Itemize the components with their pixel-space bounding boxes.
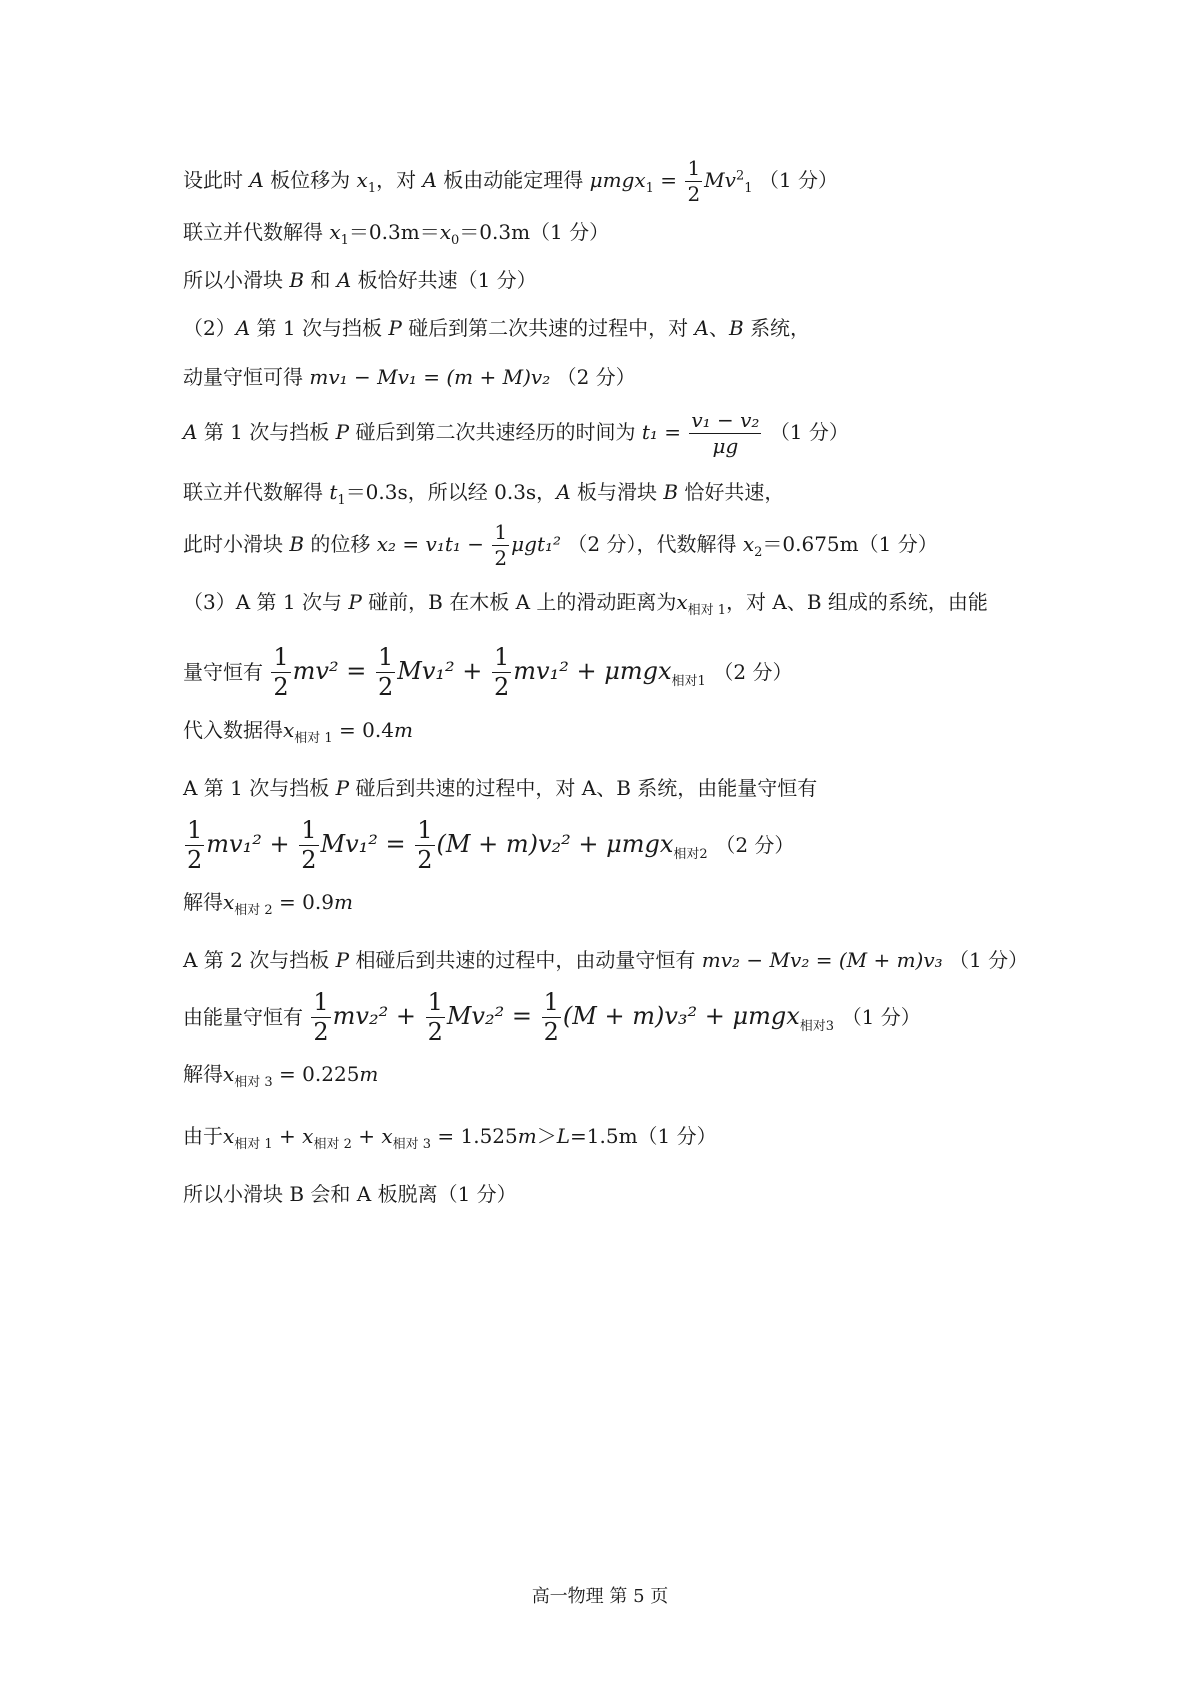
var-x: x: [329, 220, 341, 244]
math-term: t₁ =: [641, 420, 681, 444]
fraction: [492, 645, 511, 700]
numerator: 1: [542, 990, 561, 1018]
subscript: 相对 3: [234, 1075, 273, 1090]
var-x: x: [223, 1124, 235, 1148]
score: （1 分）: [758, 168, 838, 192]
math-term: (M + m)v₃² + μmgx: [562, 1002, 800, 1031]
numerator: 1: [687, 156, 701, 180]
text: 设此时: [183, 168, 243, 192]
fraction: [311, 990, 330, 1045]
text: ＝0.3m＝: [348, 220, 440, 244]
text: 量守恒有: [183, 660, 263, 685]
text: 解得: [183, 890, 223, 914]
var-B: B: [729, 316, 744, 340]
var-x: x: [356, 168, 368, 192]
var-P: P: [348, 590, 362, 614]
denominator: 2: [417, 846, 433, 875]
var-A: A: [183, 420, 198, 444]
fraction: [542, 990, 561, 1045]
denominator: 2: [377, 673, 394, 702]
line-18: [183, 1124, 717, 1152]
energy-equation: [309, 988, 841, 1047]
var-A: A: [694, 316, 709, 340]
subscript: 1: [337, 493, 346, 508]
line-8: [183, 522, 938, 569]
subscript: 相对3: [799, 1018, 835, 1034]
line-6: [183, 410, 849, 457]
score: （2 分）: [715, 833, 795, 858]
line-16: [183, 990, 921, 1045]
math-term: mv₁² + μmgx: [513, 657, 672, 686]
var-A: A: [422, 168, 437, 192]
score: （2 分）: [567, 532, 637, 556]
superscript: 2: [735, 168, 745, 184]
line-12: [183, 778, 817, 798]
text: 联立并代数解得: [183, 480, 330, 504]
numerator: 1: [271, 645, 290, 673]
text: ＝0.675m（1 分）: [762, 532, 938, 556]
page-footer: 高一物理 第 5 页: [531, 1586, 669, 1607]
fraction: [492, 522, 509, 569]
text: ＞: [536, 1124, 557, 1148]
text: ，对: [376, 168, 417, 192]
line-15: [183, 950, 1028, 970]
numerator: 1: [299, 818, 318, 846]
var-x: x: [381, 1124, 393, 1148]
denominator: 2: [427, 1018, 443, 1047]
subscript: 相对2: [673, 846, 708, 862]
math-term: mv₂² +: [332, 1002, 416, 1031]
denominator: 2: [543, 1018, 559, 1047]
subscript: 1: [340, 233, 349, 248]
subscript: 1: [367, 181, 377, 196]
text: 碰前，B 在木板 A 上的滑动距离为: [368, 590, 677, 614]
var-L: L: [556, 1124, 571, 1148]
text: 板与滑块: [577, 480, 657, 504]
text: 碰后到共速的过程中，对 A、B 系统，由能量守恒有: [355, 776, 818, 800]
line-10: [183, 645, 793, 700]
text: 联立并代数解得: [183, 220, 330, 244]
var-A: A: [249, 168, 264, 192]
numerator: v₁ − v₂: [691, 408, 760, 432]
text: 此时小滑块: [183, 532, 283, 556]
subscript: 1: [645, 181, 654, 196]
text: （3）A 第 1 次与: [183, 590, 342, 614]
fraction: [185, 818, 204, 873]
line-9: [183, 590, 988, 618]
var-P: P: [335, 776, 350, 800]
subscript: 相对1: [671, 673, 706, 689]
text: 由于: [183, 1124, 223, 1148]
text: 碰后到第二次共速经历的时间为: [355, 420, 636, 444]
text: 板位移为: [270, 168, 351, 192]
numerator: 1: [494, 520, 508, 544]
math-term: Mv₁² +: [397, 657, 483, 686]
line-5: [183, 367, 636, 387]
score: （2 分）: [556, 365, 636, 389]
plus: +: [272, 1124, 303, 1148]
numerator: 1: [426, 990, 445, 1018]
text: =1.5m（1 分）: [570, 1124, 717, 1148]
fraction: [426, 990, 445, 1045]
numerator: 1: [185, 818, 204, 846]
line-7: [183, 480, 785, 508]
fraction: [299, 818, 318, 873]
text: 板由动能定理得: [443, 168, 584, 192]
equals: =: [653, 168, 684, 192]
denominator: 2: [494, 673, 510, 702]
score: （1 分）: [769, 420, 849, 444]
fraction: [271, 645, 290, 700]
text: 恰好共速，: [684, 480, 785, 504]
line-17: [183, 1062, 379, 1090]
score: （1 分）: [949, 948, 1029, 972]
numerator: 1: [492, 645, 511, 673]
math-term: Mv: [704, 168, 736, 192]
var-A: A: [235, 316, 251, 340]
subscript: 2: [754, 545, 763, 560]
subscript: 相对 1: [234, 1137, 273, 1152]
var-x: x: [223, 890, 235, 914]
denominator: μg: [712, 434, 739, 458]
var-B: B: [289, 268, 305, 292]
text: ，代数解得: [636, 532, 743, 556]
score: （1 分）: [841, 1005, 921, 1030]
math-term: mv² =: [292, 657, 367, 686]
fraction: [415, 818, 434, 873]
denominator: 2: [273, 673, 289, 702]
text: 板恰好共速（1 分）: [357, 268, 537, 292]
text: ＝0.3s，所以经 0.3s，: [345, 480, 557, 504]
text: = 0.225: [272, 1062, 360, 1086]
momentum-equation: mv₂ − Mv₂ = (M + m)v₃: [701, 948, 943, 972]
line-2: [183, 220, 610, 248]
subscript: 相对 2: [234, 903, 273, 918]
line-11: [183, 718, 413, 746]
denominator: 2: [187, 846, 203, 875]
math-term: μgt₁²: [511, 532, 562, 556]
denominator: 2: [494, 546, 508, 570]
momentum-equation: mv₁ − Mv₁ = (m + M)v₂: [309, 365, 551, 389]
conclusion-text: 所以小滑块 B 会和 A 板脱离（1 分）: [183, 1182, 517, 1206]
numerator: 1: [376, 645, 395, 673]
line-13: [183, 818, 794, 873]
subscript: 相对 1: [294, 731, 333, 746]
text: 第 1 次与挡板: [203, 420, 330, 444]
text: 代入数据得: [183, 718, 283, 742]
numerator: 1: [311, 990, 330, 1018]
text: 由能量守恒有: [183, 1005, 303, 1030]
score: （2 分）: [713, 660, 793, 685]
subscript: 0: [450, 233, 460, 248]
text: 系统，: [750, 316, 811, 340]
var-P: P: [388, 316, 402, 340]
line-14: [183, 890, 353, 918]
text: （2）: [183, 316, 236, 340]
math-term: μmgx: [589, 168, 646, 192]
var-A: A: [556, 480, 571, 504]
var-B: B: [663, 480, 679, 504]
text: 第 1 次与挡板: [256, 316, 382, 340]
subscript: 1: [744, 181, 753, 196]
var-A: A: [336, 268, 352, 292]
text: = 1.525: [431, 1124, 518, 1148]
fraction: [685, 158, 702, 205]
line-4: [183, 318, 810, 338]
unit-m: m: [359, 1062, 379, 1086]
denominator: 2: [301, 846, 317, 875]
fraction: [689, 410, 761, 457]
text: A 第 2 次与挡板: [183, 948, 330, 972]
text: A 第 1 次与挡板: [183, 776, 330, 800]
math-term: (M + m)v₂² + μmgx: [436, 830, 674, 859]
fraction: [376, 645, 395, 700]
var-x: x: [742, 532, 755, 556]
subscript: 相对 3: [392, 1137, 432, 1152]
line-3: [183, 270, 537, 290]
unit-m: m: [333, 890, 353, 914]
text: 解得: [183, 1062, 223, 1086]
energy-equation: [183, 816, 715, 875]
math-term: mv₁² +: [206, 830, 290, 859]
var-x: x: [302, 1124, 314, 1148]
var-P: P: [335, 948, 350, 972]
math-term: Mv₂² =: [446, 1002, 532, 1031]
var-B: B: [289, 532, 305, 556]
var-t: t: [329, 480, 338, 504]
text: 的位移: [310, 532, 371, 556]
var-x: x: [223, 1062, 235, 1086]
text: 动量守恒可得: [183, 365, 303, 389]
math-term: Mv₁² =: [320, 830, 406, 859]
line-1: [183, 158, 838, 205]
line-19: [183, 1184, 517, 1204]
text: 和: [310, 268, 331, 292]
unit-m: m: [393, 718, 413, 742]
denominator: 2: [687, 182, 701, 206]
energy-equation: [269, 643, 713, 702]
unit-m: m: [517, 1124, 537, 1148]
plus: +: [351, 1124, 382, 1148]
var-x: x: [283, 718, 295, 742]
numerator: 1: [415, 818, 434, 846]
denominator: 2: [313, 1018, 329, 1047]
var-x: x: [439, 220, 451, 244]
text: = 0.4: [332, 718, 394, 742]
subscript: 相对 1: [687, 603, 727, 618]
math-term: x₂ = v₁t₁ −: [376, 532, 485, 556]
text: ＝0.3m（1 分）: [459, 220, 610, 244]
text: 、: [709, 316, 729, 340]
text: 碰后到第二次共速的过程中，对: [408, 316, 689, 340]
subscript: 相对 2: [313, 1137, 352, 1152]
text: ，对 A、B 组成的系统，由能: [726, 590, 988, 614]
var-P: P: [335, 420, 350, 444]
text: 所以小滑块: [183, 268, 283, 292]
text: 相碰后到共速的过程中，由动量守恒有: [355, 948, 696, 972]
var-x: x: [676, 590, 688, 614]
text: = 0.9: [272, 890, 334, 914]
